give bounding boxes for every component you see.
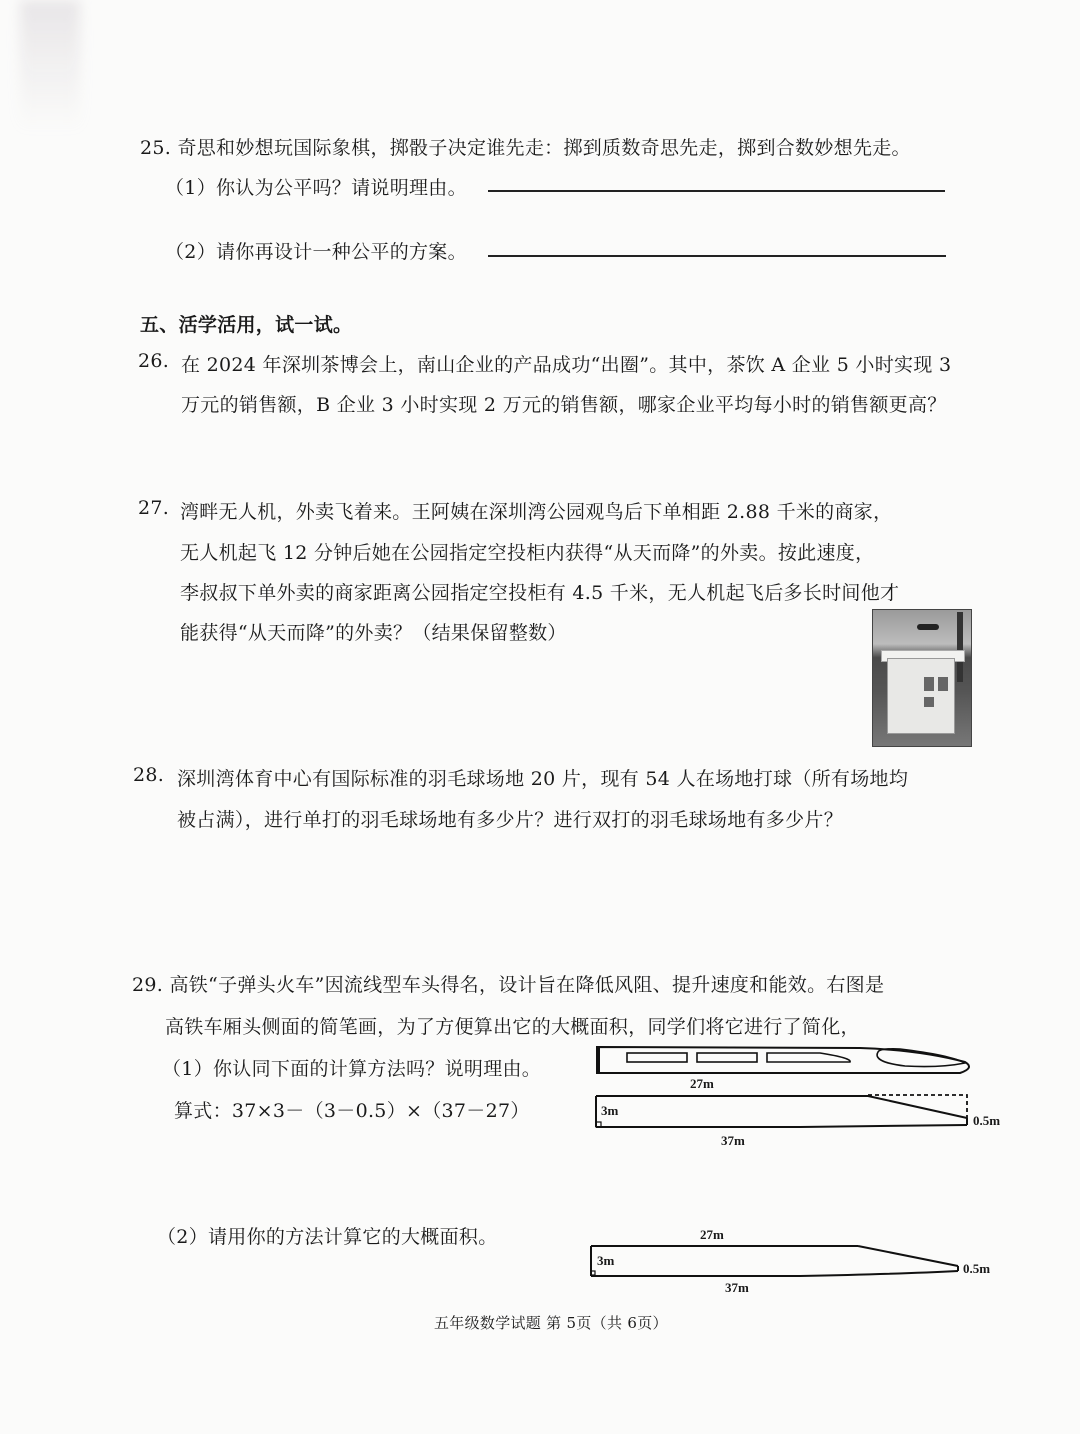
q29-line1: 29. 高铁“子弹头火车”因流线型车头得名，设计旨在降低风阻、提升速度和能效。右图是 [132,974,885,996]
q27-line2: 无人机起飞 12 分钟后她在公园指定空投柜内获得“从天而降”的外卖。按此速度， [180,542,875,564]
q28-line1: 深圳湾体育中心有国际标准的羽毛球场地 20 片，现有 54 人在场地打球（所有场地均 [177,768,909,790]
diagram2-tip-label: 0.5m [963,1261,991,1276]
diagram1-top-label: 27m [690,1076,714,1091]
page-footer: 五年级数学试题 第 5页（共 6页） [434,1314,668,1332]
q27-line4: 能获得“从天而降”的外卖？（结果保留整数） [180,622,567,644]
q28-line2: 被占满），进行单打的羽毛球场地有多少片？进行双打的羽毛球场地有多少片？ [177,809,844,831]
q25-stem: 25. 奇思和妙想玩国际象棋，掷骰子决定谁先走：掷到质数奇思先走，掷到合数妙想先走。 [140,137,911,159]
diagram2-top-label: 27m [700,1227,724,1242]
q27-number: 27. [138,497,170,519]
q29-part2: （2）请用你的方法计算它的大概面积。 [157,1226,498,1248]
q25-part1: （1）你认为公平吗？请说明理由。 [165,177,467,199]
q27-line1: 湾畔无人机，外卖飞着来。王阿姨在深圳湾公园观鸟后下单相距 2.88 千米的商家， [180,501,893,523]
diagram1-height-label: 3m [601,1103,619,1118]
q29-formula: 算式：37×3－（3－0.5）×（37－27） [174,1100,530,1122]
diagram2-height-label: 3m [597,1253,615,1268]
q29-line2: 高铁车厢头侧面的简笔画，为了方便算出它的大概面积，同学们将它进行了简化， [165,1016,860,1038]
diagram1-tip-label: 0.5m [973,1113,1001,1128]
diagram1-bottom-label: 37m [721,1133,745,1148]
q26-line2: 万元的销售额，B 企业 3 小时实现 2 万元的销售额，哪家企业平均每小时的销售额更高？ [181,394,947,416]
q26-number: 26. [138,350,170,372]
q25-part2: （2）请你再设计一种公平的方案。 [165,241,467,263]
right-angle-mark [591,1271,595,1275]
q26-line1: 在 2024 年深圳茶博会上，南山企业的产品成功“出圈”。其中，茶饮 A 企业 5 小时实现 3 [181,354,952,376]
q28-number: 28. [133,764,165,786]
diagram2-bottom-edge [591,1271,958,1276]
q29-part1: （1）你认同下面的计算方法吗？说明理由。 [162,1058,542,1080]
q27-line3: 李叔叔下单外卖的商家距离公园指定空投柜有 4.5 千米，无人机起飞后多长时间他才 [180,582,900,604]
section-title: 五、活学活用，试一试。 [140,314,353,336]
diagram2-bottom-label: 37m [725,1280,749,1295]
diagram2-slope-edge [858,1246,958,1266]
